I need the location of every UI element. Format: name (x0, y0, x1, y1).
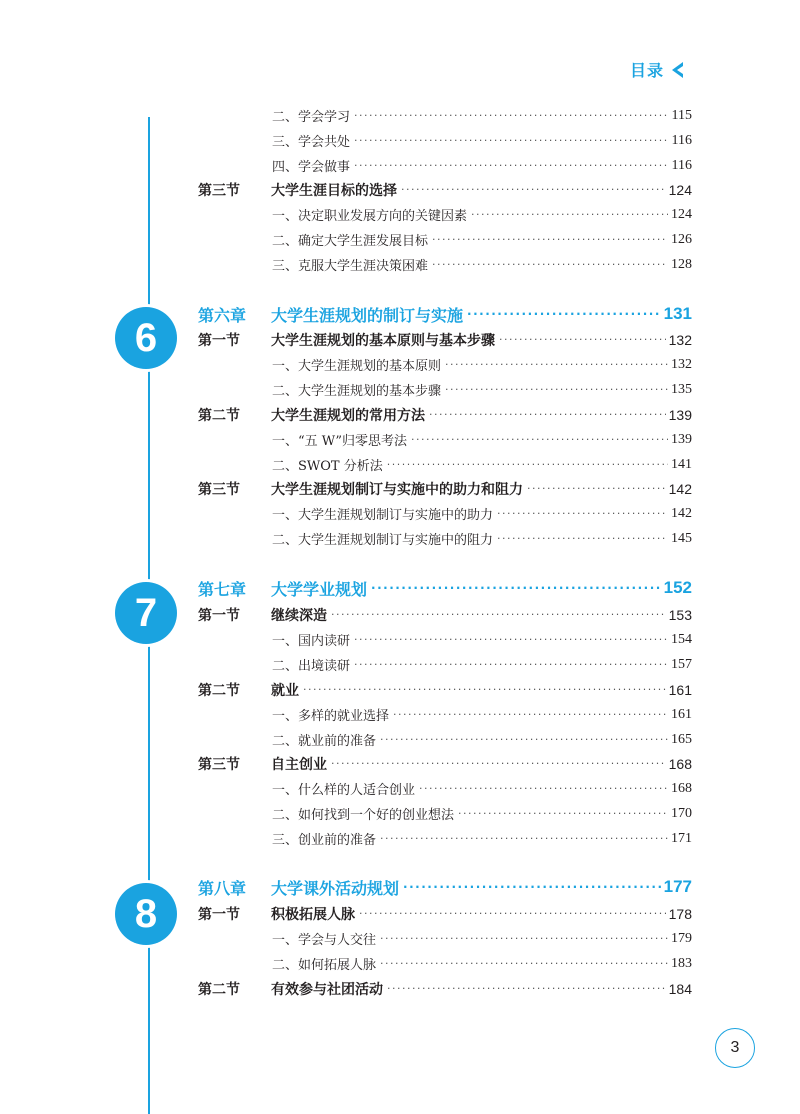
chevron-left-icon (670, 61, 684, 79)
toc-entry-title: 二、如何拓展人脉 (272, 958, 377, 973)
toc-entry-title: 一、“五 W”归零思考法 (272, 434, 408, 449)
toc-section-row[interactable] (198, 677, 692, 702)
dot-leader (458, 807, 668, 820)
toc-entry-label: 第七章 (198, 579, 247, 599)
toc-entry-page: 177 (663, 877, 692, 896)
toc-item-row[interactable] (198, 352, 692, 377)
toc-entry-page: 132 (671, 356, 692, 372)
dot-leader (371, 581, 661, 595)
dot-leader (403, 880, 661, 894)
dot-leader (387, 458, 668, 471)
toc-entry-title: 二、就业前的准备 (272, 734, 377, 749)
toc-entry-page: 124 (671, 206, 692, 222)
toc-item-row[interactable] (198, 526, 692, 551)
toc-entry-title: 大学课外活动规划 (271, 878, 400, 898)
toc-entry-title: 三、学会共处 (272, 135, 351, 150)
dot-leader (354, 109, 669, 122)
toc-entry-page: 157 (671, 656, 692, 672)
toc-entry-page: 128 (671, 256, 692, 272)
dot-leader (331, 757, 666, 770)
toc-item-row[interactable] (198, 702, 692, 727)
toc-entry-page: 152 (663, 578, 692, 597)
toc-entry-page: 126 (671, 231, 692, 247)
chapter-badge-6: 6 (115, 307, 177, 369)
dot-leader (527, 482, 666, 495)
toc-item-row[interactable] (198, 627, 692, 652)
toc-chapter-row[interactable] (198, 873, 692, 901)
toc-item-row[interactable] (198, 202, 692, 227)
dot-leader (393, 708, 668, 721)
toc-entry-page: 165 (671, 731, 692, 747)
toc-entry-page: 168 (671, 780, 692, 796)
dot-leader (387, 982, 666, 995)
toc-entry-page: 124 (668, 181, 692, 198)
toc-entry-page: 141 (671, 456, 692, 472)
dot-leader (380, 832, 668, 845)
toc-entry-title: 二、确定大学生涯发展目标 (272, 234, 429, 249)
toc-item-row[interactable] (198, 128, 692, 153)
toc-entry-page: 132 (668, 331, 692, 348)
toc-entry-page: 131 (663, 304, 692, 323)
toc-item-row[interactable] (198, 452, 692, 477)
dot-leader (354, 134, 669, 147)
toc-entry-title: 一、多样的就业选择 (272, 709, 390, 724)
toc-entry-label: 第三节 (198, 756, 240, 773)
toc-entry-title: 大学生涯规划的基本原则与基本步骤 (271, 332, 495, 349)
toc-entry-title: 三、克服大学生涯决策困难 (272, 259, 429, 274)
header-title: 目录 (629, 61, 664, 80)
toc-entry-title: 一、大学生涯规划的基本原则 (272, 359, 442, 374)
toc-entry-page: 154 (671, 631, 692, 647)
toc-entry-page: 139 (671, 431, 692, 447)
dot-leader (380, 733, 668, 746)
toc-entry-page: 116 (671, 157, 692, 173)
toc-item-row[interactable] (198, 652, 692, 677)
toc-entry-title: 大学学业规划 (271, 579, 368, 599)
dot-leader (499, 333, 666, 346)
toc-entry-label: 第二节 (198, 682, 240, 699)
toc-entry-page: 171 (671, 830, 692, 846)
dot-leader (380, 932, 668, 945)
toc-entry-title: 三、创业前的准备 (272, 833, 377, 848)
toc-entry-title: 四、学会做事 (272, 160, 351, 175)
page-header (630, 58, 684, 81)
dot-leader (445, 383, 668, 396)
toc-chapter-row[interactable] (198, 574, 692, 602)
toc-section-row[interactable] (198, 901, 692, 926)
dot-leader (354, 658, 668, 671)
toc-section-row[interactable] (198, 602, 692, 627)
toc-section-row[interactable] (198, 476, 692, 501)
toc-item-row[interactable] (198, 103, 692, 128)
dot-leader (331, 608, 666, 621)
toc-item-row[interactable] (198, 801, 692, 826)
toc-entry-title: 二、出境读研 (272, 659, 351, 674)
toc-entry-page: 145 (671, 530, 692, 546)
toc-entry-label: 第三节 (198, 182, 240, 199)
page-number: 3 (715, 1028, 755, 1068)
toc-entry-title: 二、大学生涯规划制订与实施中的阻力 (272, 533, 494, 548)
toc-entry-page: 161 (671, 706, 692, 722)
toc-item-row[interactable] (198, 926, 692, 951)
dot-leader (401, 183, 666, 196)
toc-entry-page: 135 (671, 381, 692, 397)
toc-section-row[interactable] (198, 402, 692, 427)
toc-entry-label: 第一节 (198, 607, 240, 624)
dot-leader (354, 633, 668, 646)
dot-leader (380, 957, 668, 970)
toc-entry-title: 一、决定职业发展方向的关键因素 (272, 209, 468, 224)
dot-leader (471, 208, 668, 221)
toc-entry-page: 139 (668, 406, 692, 423)
dot-leader (359, 907, 666, 920)
toc-entry-page: 183 (671, 955, 692, 971)
toc-entry-title: 二、如何找到一个好的创业想法 (272, 808, 455, 823)
toc-entry-title: 自主创业 (271, 756, 327, 773)
toc-entry-title: 一、大学生涯规划制订与实施中的助力 (272, 508, 494, 523)
toc-section-row[interactable] (198, 327, 692, 352)
dot-leader (445, 358, 668, 371)
toc-entry-title: 一、国内读研 (272, 634, 351, 649)
dot-leader (497, 532, 668, 545)
toc-entry-label: 第一节 (198, 332, 240, 349)
toc-entry-label: 第六章 (198, 305, 247, 325)
toc-entry-title: 大学生涯规划的制订与实施 (271, 305, 464, 325)
toc-item-row[interactable] (198, 153, 692, 178)
toc-entry-title: 二、SWOT 分析法 (272, 459, 383, 474)
dot-leader (467, 307, 661, 321)
toc-entry-page: 178 (668, 905, 692, 922)
toc-entry-title: 大学生涯目标的选择 (271, 182, 397, 199)
toc-entry-title: 大学生涯规划的常用方法 (271, 407, 425, 424)
dot-leader (419, 782, 668, 795)
toc-entry-title: 一、什么样的人适合创业 (272, 783, 416, 798)
dot-leader (354, 159, 669, 172)
chapter-badge-8: 8 (115, 883, 177, 945)
toc-item-row[interactable] (198, 776, 692, 801)
toc-item-row[interactable] (198, 377, 692, 402)
toc-entry-title: 就业 (271, 682, 299, 699)
toc-entry-title: 大学生涯规划制订与实施中的助力和阻力 (271, 481, 523, 498)
toc-entry-page: 153 (668, 606, 692, 623)
toc-entry-page: 142 (668, 480, 692, 497)
toc-item-row[interactable] (198, 427, 692, 452)
toc-entry-label: 第二节 (198, 407, 240, 424)
toc-entry-title: 二、大学生涯规划的基本步骤 (272, 384, 442, 399)
toc-section-row[interactable] (198, 751, 692, 776)
toc-item-row[interactable] (198, 951, 692, 976)
dot-leader (432, 233, 668, 246)
toc-entry-page: 115 (671, 107, 692, 123)
dot-leader (429, 408, 666, 421)
toc-section-row[interactable] (198, 976, 692, 1001)
toc-item-row[interactable] (198, 252, 692, 277)
dot-leader (497, 507, 668, 520)
toc-entry-page: 170 (671, 805, 692, 821)
toc-chapter-row[interactable] (198, 300, 692, 328)
toc-entry-title: 一、学会与人交往 (272, 933, 377, 948)
toc-entry-label: 第三节 (198, 481, 240, 498)
toc-entry-page: 161 (668, 681, 692, 698)
dot-leader (303, 683, 666, 696)
toc-entry-page: 179 (671, 930, 692, 946)
toc-entry-title: 继续深造 (271, 607, 327, 624)
toc-item-row[interactable] (198, 826, 692, 851)
dot-leader (411, 433, 668, 446)
toc-entry-title: 二、学会学习 (272, 110, 351, 125)
toc-item-row[interactable] (198, 501, 692, 526)
toc-entry-label: 第二节 (198, 981, 240, 998)
toc-item-row[interactable] (198, 727, 692, 752)
toc-section-row[interactable] (198, 177, 692, 202)
toc-entry-title: 积极拓展人脉 (271, 906, 355, 923)
chapter-badge-7: 7 (115, 582, 177, 644)
toc-entry-title: 有效参与社团活动 (271, 981, 383, 998)
toc-entry-page: 168 (668, 755, 692, 772)
toc-entry-label: 第一节 (198, 906, 240, 923)
toc-entry-page: 184 (668, 980, 692, 997)
dot-leader (432, 258, 668, 271)
toc-entry-page: 142 (671, 505, 692, 521)
toc-entry-label: 第八章 (198, 878, 247, 898)
toc-entry-page: 116 (671, 132, 692, 148)
toc-item-row[interactable] (198, 227, 692, 252)
